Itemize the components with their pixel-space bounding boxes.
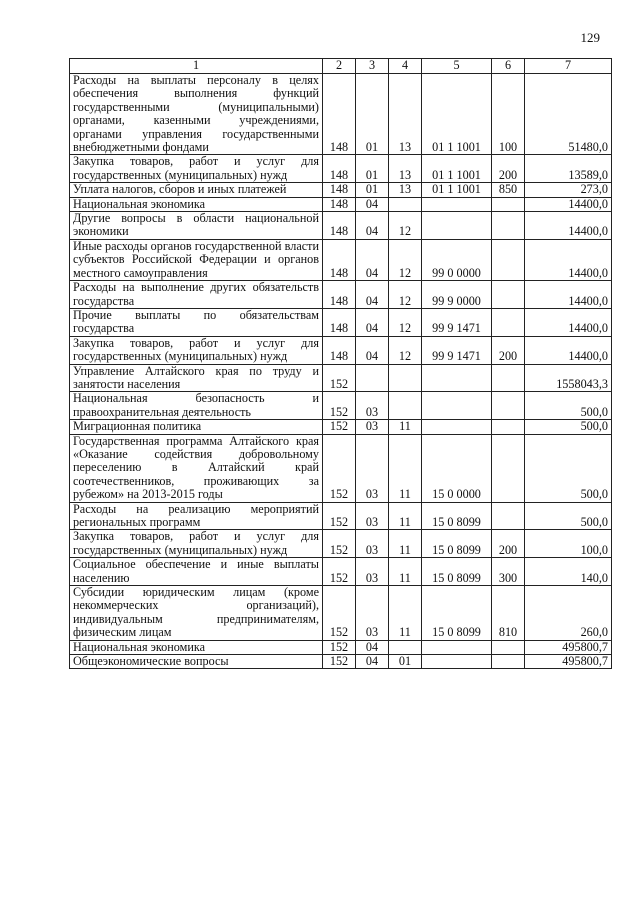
row-c4-cell: 11: [389, 502, 422, 530]
row-c2-cell: 152: [323, 655, 356, 669]
row-name-cell: Другие вопросы в области национальной экономики: [70, 212, 323, 240]
row-c5-cell: [422, 655, 492, 669]
row-name-cell: Закупка товаров, работ и услуг для государственных (муниципальных) нужд: [70, 530, 323, 558]
row-c5-cell: 01 1 1001: [422, 183, 492, 197]
row-c6-cell: [492, 655, 525, 669]
row-c2-cell: 148: [323, 197, 356, 211]
table-row: [70, 197, 612, 211]
row-c3-cell: 01: [356, 155, 389, 183]
row-name-cell: Управление Алтайского края по труду и занятости населения: [70, 364, 323, 392]
row-c3-cell: 04: [356, 212, 389, 240]
table-row: [70, 530, 612, 558]
row-c3-cell: 04: [356, 640, 389, 654]
row-c2-cell: 152: [323, 586, 356, 641]
row-c7-cell: 500,0: [525, 434, 612, 502]
row-c6-cell: 100: [492, 74, 525, 155]
row-c6-cell: [492, 364, 525, 392]
row-c2-cell: 148: [323, 183, 356, 197]
row-name-cell: Расходы на выплаты персоналу в целях обеспечения выполнения функций государственными (муниципальными) органами, казенными учреждениями, органами управления государственными внебюджетными фондами: [70, 74, 323, 155]
row-c5-cell: 01 1 1001: [422, 155, 492, 183]
header-col-5: 5: [422, 59, 492, 74]
row-c7-cell: 14400,0: [525, 308, 612, 336]
row-name-cell: Социальное обеспечение и иные выплаты населению: [70, 558, 323, 586]
row-c5-cell: 15 0 8099: [422, 502, 492, 530]
table-row: [70, 558, 612, 586]
row-c5-cell: 99 9 1471: [422, 336, 492, 364]
row-c6-cell: 200: [492, 530, 525, 558]
table-row: [70, 308, 612, 336]
row-c3-cell: 01: [356, 183, 389, 197]
row-c4-cell: 13: [389, 155, 422, 183]
row-c2-cell: 152: [323, 364, 356, 392]
row-c3-cell: 03: [356, 392, 389, 420]
row-c3-cell: 04: [356, 336, 389, 364]
row-c2-cell: 152: [323, 530, 356, 558]
row-c4-cell: 12: [389, 239, 422, 280]
table-row: [70, 434, 612, 502]
row-c2-cell: 148: [323, 239, 356, 280]
row-c6-cell: [492, 434, 525, 502]
row-c2-cell: 148: [323, 155, 356, 183]
row-c6-cell: 810: [492, 586, 525, 641]
row-c7-cell: 1558043,3: [525, 364, 612, 392]
row-c4-cell: 11: [389, 586, 422, 641]
row-c7-cell: 14400,0: [525, 212, 612, 240]
table-header-row: [70, 59, 612, 74]
row-c7-cell: 495800,7: [525, 655, 612, 669]
row-c4-cell: 11: [389, 434, 422, 502]
row-name-cell: Государственная программа Алтайского края «Оказание содействия добровольному переселению в Алтайский край соотечественников, проживающих за рубежом» на 2013-2015 годы: [70, 434, 323, 502]
row-c3-cell: 03: [356, 558, 389, 586]
row-name-cell: Закупка товаров, работ и услуг для государственных (муниципальных) нужд: [70, 155, 323, 183]
header-col-4: 4: [389, 59, 422, 74]
row-c5-cell: 15 0 8099: [422, 558, 492, 586]
row-c7-cell: 14400,0: [525, 239, 612, 280]
row-c2-cell: 152: [323, 392, 356, 420]
row-c3-cell: 04: [356, 655, 389, 669]
table-row: [70, 155, 612, 183]
row-c6-cell: [492, 212, 525, 240]
header-col-7: 7: [525, 59, 612, 74]
row-name-cell: Прочие выплаты по обязательствам государства: [70, 308, 323, 336]
row-c7-cell: 500,0: [525, 392, 612, 420]
table-body: [70, 74, 612, 669]
row-c2-cell: 152: [323, 640, 356, 654]
row-c6-cell: 850: [492, 183, 525, 197]
row-c6-cell: 300: [492, 558, 525, 586]
row-name-cell: Национальная экономика: [70, 640, 323, 654]
row-c5-cell: 01 1 1001: [422, 74, 492, 155]
row-c3-cell: 01: [356, 74, 389, 155]
row-c3-cell: 04: [356, 281, 389, 309]
row-c3-cell: 03: [356, 502, 389, 530]
row-c2-cell: 152: [323, 558, 356, 586]
row-c7-cell: 140,0: [525, 558, 612, 586]
row-c4-cell: 12: [389, 281, 422, 309]
row-c5-cell: 99 9 0000: [422, 281, 492, 309]
row-c7-cell: 260,0: [525, 586, 612, 641]
header-col-3: 3: [356, 59, 389, 74]
row-c3-cell: 03: [356, 586, 389, 641]
row-c4-cell: 12: [389, 212, 422, 240]
row-name-cell: Национальная экономика: [70, 197, 323, 211]
table-row: [70, 502, 612, 530]
row-name-cell: Уплата налогов, сборов и иных платежей: [70, 183, 323, 197]
row-c4-cell: 11: [389, 530, 422, 558]
row-name-cell: Общеэкономические вопросы: [70, 655, 323, 669]
table-row: [70, 183, 612, 197]
row-c7-cell: 13589,0: [525, 155, 612, 183]
row-c3-cell: 03: [356, 434, 389, 502]
row-c5-cell: 99 0 0000: [422, 239, 492, 280]
row-c4-cell: 11: [389, 420, 422, 434]
row-c4-cell: 12: [389, 308, 422, 336]
row-name-cell: Расходы на реализацию мероприятий региональных программ: [70, 502, 323, 530]
row-c3-cell: [356, 364, 389, 392]
row-c4-cell: 13: [389, 74, 422, 155]
row-c7-cell: 500,0: [525, 502, 612, 530]
row-c6-cell: [492, 392, 525, 420]
row-c4-cell: [389, 197, 422, 211]
row-c6-cell: 200: [492, 336, 525, 364]
row-c6-cell: [492, 281, 525, 309]
row-c7-cell: 273,0: [525, 183, 612, 197]
table-row: [70, 74, 612, 155]
table-row: [70, 420, 612, 434]
header-col-2: 2: [323, 59, 356, 74]
row-c6-cell: [492, 640, 525, 654]
row-c5-cell: 99 9 1471: [422, 308, 492, 336]
row-c4-cell: [389, 364, 422, 392]
row-c2-cell: 148: [323, 308, 356, 336]
row-c5-cell: [422, 197, 492, 211]
row-c6-cell: [492, 502, 525, 530]
row-c2-cell: 152: [323, 502, 356, 530]
row-c7-cell: 51480,0: [525, 74, 612, 155]
header-col-6: 6: [492, 59, 525, 74]
row-c2-cell: 148: [323, 212, 356, 240]
row-c5-cell: [422, 212, 492, 240]
row-c2-cell: 148: [323, 74, 356, 155]
row-c5-cell: 15 0 8099: [422, 530, 492, 558]
row-c6-cell: [492, 239, 525, 280]
table-row: [70, 655, 612, 669]
row-name-cell: Иные расходы органов государственной власти субъектов Российской Федерации и органов местного самоуправления: [70, 239, 323, 280]
row-c5-cell: [422, 392, 492, 420]
row-c7-cell: 14400,0: [525, 336, 612, 364]
row-name-cell: Национальная безопасность и правоохранительная деятельность: [70, 392, 323, 420]
row-c7-cell: 14400,0: [525, 197, 612, 211]
table-row: [70, 239, 612, 280]
row-c5-cell: 15 0 0000: [422, 434, 492, 502]
header-col-1: 1: [70, 59, 323, 74]
row-c4-cell: [389, 640, 422, 654]
table-row: [70, 392, 612, 420]
row-c5-cell: [422, 364, 492, 392]
row-c4-cell: [389, 392, 422, 420]
row-c4-cell: 13: [389, 183, 422, 197]
table-row: [70, 364, 612, 392]
row-c7-cell: 100,0: [525, 530, 612, 558]
row-name-cell: Субсидии юридическим лицам (кроме некоммерческих организаций), индивидуальным предпринимателям, физическим лицам: [70, 586, 323, 641]
row-c6-cell: [492, 197, 525, 211]
row-c2-cell: 152: [323, 434, 356, 502]
table-row: [70, 640, 612, 654]
row-c6-cell: 200: [492, 155, 525, 183]
table-row: [70, 281, 612, 309]
row-c6-cell: [492, 308, 525, 336]
row-c5-cell: 15 0 8099: [422, 586, 492, 641]
table-row: [70, 586, 612, 641]
row-c7-cell: 500,0: [525, 420, 612, 434]
budget-table: [69, 58, 612, 669]
row-name-cell: Миграционная политика: [70, 420, 323, 434]
row-c3-cell: 04: [356, 239, 389, 280]
row-c3-cell: 03: [356, 530, 389, 558]
row-c4-cell: 11: [389, 558, 422, 586]
row-c5-cell: [422, 640, 492, 654]
row-c2-cell: 148: [323, 281, 356, 309]
row-c6-cell: [492, 420, 525, 434]
row-name-cell: Закупка товаров, работ и услуг для государственных (муниципальных) нужд: [70, 336, 323, 364]
page-number: 129: [580, 30, 600, 45]
row-c2-cell: 148: [323, 336, 356, 364]
table-row: [70, 336, 612, 364]
row-name-cell: Расходы на выполнение других обязательств государства: [70, 281, 323, 309]
row-c3-cell: 04: [356, 197, 389, 211]
table-row: [70, 212, 612, 240]
row-c7-cell: 14400,0: [525, 281, 612, 309]
row-c4-cell: 01: [389, 655, 422, 669]
row-c3-cell: 03: [356, 420, 389, 434]
row-c5-cell: [422, 420, 492, 434]
row-c7-cell: 495800,7: [525, 640, 612, 654]
row-c3-cell: 04: [356, 308, 389, 336]
row-c2-cell: 152: [323, 420, 356, 434]
row-c4-cell: 12: [389, 336, 422, 364]
